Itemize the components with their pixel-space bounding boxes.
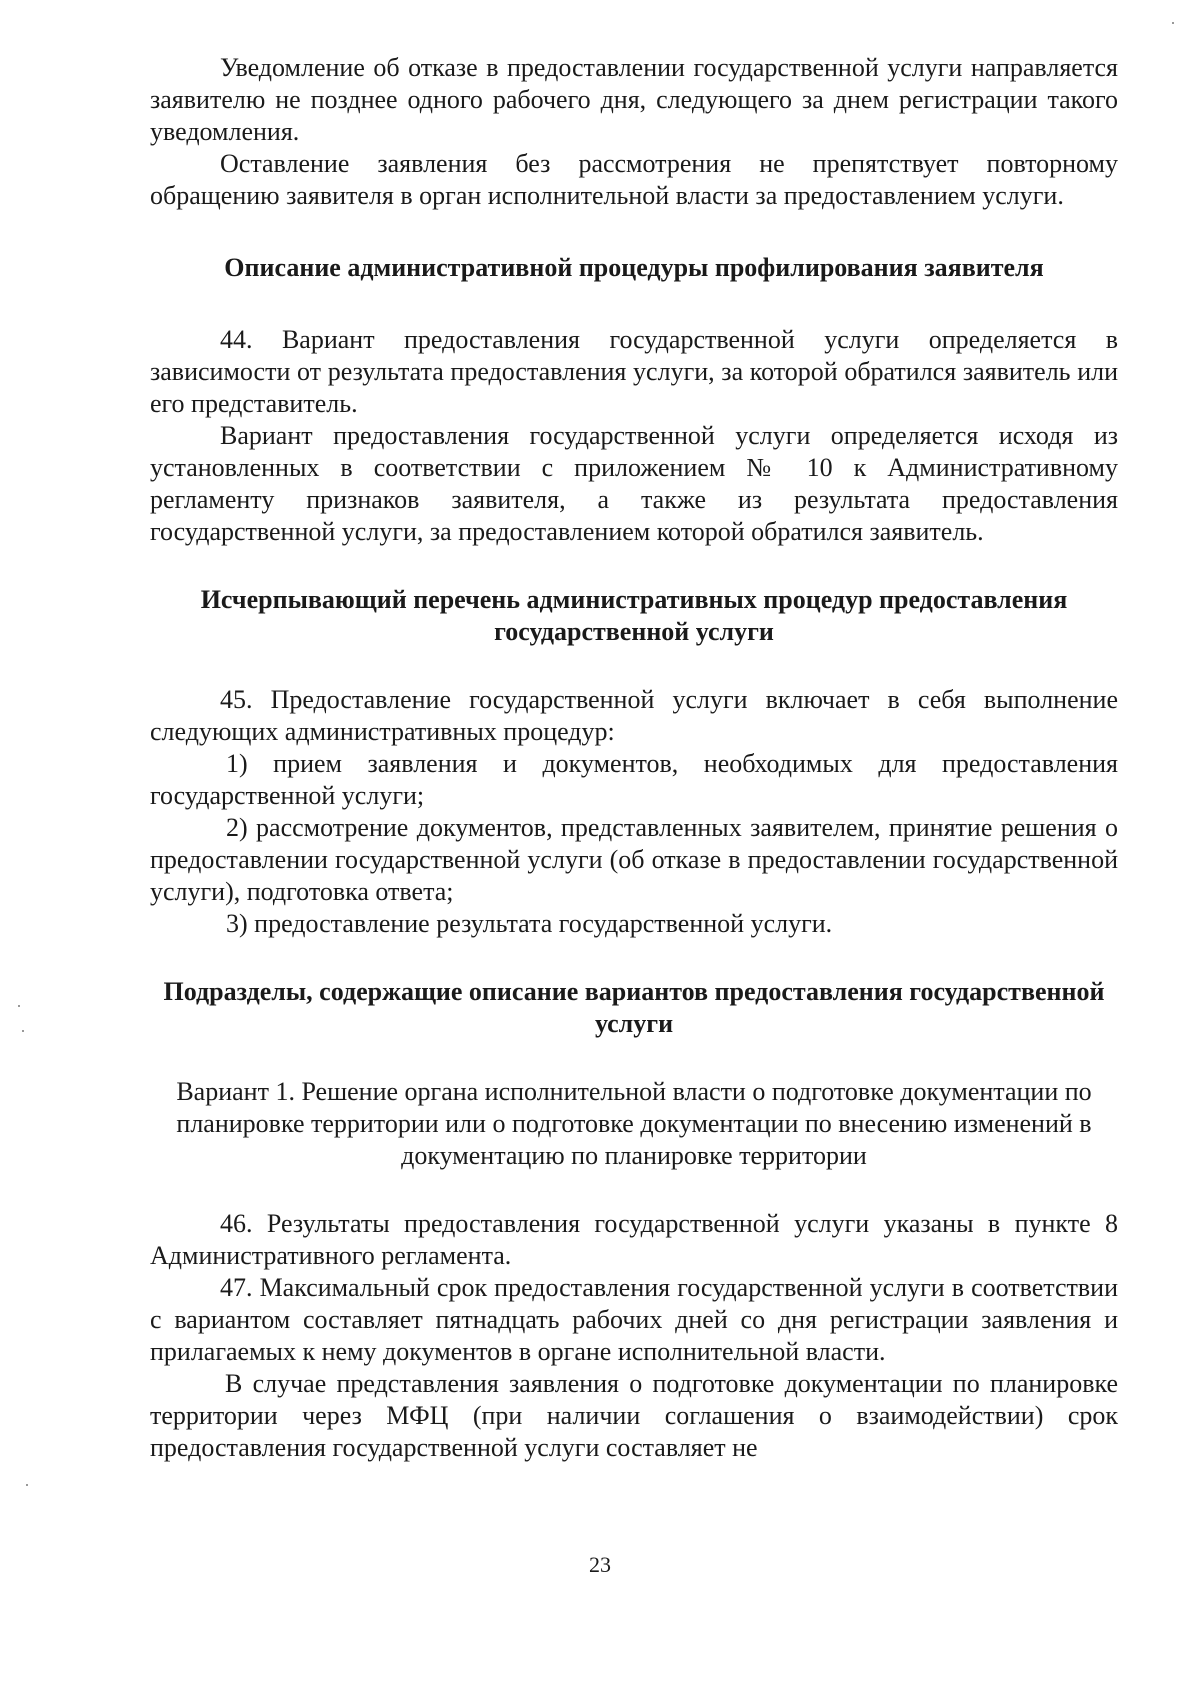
- heading-subsections: Подразделы, содержащие описание вариантов предоставления государственной услуги: [163, 977, 1105, 1038]
- heading-profiling: Описание административной процедуры профилирования заявителя: [224, 253, 1044, 282]
- paragraph-45: 45. Предоставление государственной услуги включает в себя выполнение следующих административных процедур:: [150, 685, 1118, 746]
- paragraph-47: 47. Максимальный срок предоставления государственной услуги в соответствии с вариантом составляет пятнадцать рабочих дней со дня регистрации заявления и прилагаемых к нему документов в органе исполнительной власти.: [150, 1273, 1118, 1366]
- scan-speck: [1172, 22, 1174, 24]
- page-number: 23: [589, 1552, 611, 1577]
- paragraph-refusal-notice: Уведомление об отказе в предоставлении государственной услуги направляется заявителю не позднее одного рабочего дня, следующего за днем регистрации такого уведомления.: [150, 53, 1118, 146]
- paragraph-46: 46. Результаты предоставления государственной услуги указаны в пункте 8 Административного регламента.: [150, 1209, 1118, 1270]
- list-item: 3) предоставление результата государственной услуги.: [226, 909, 833, 938]
- scan-speck: [26, 1484, 28, 1486]
- heading-procedures: Исчерпывающий перечень административных процедур предоставления государственной услуги: [200, 585, 1068, 646]
- paragraph-no-review: Оставление заявления без рассмотрения не препятствует повторному обращению заявителя в орган исполнительной власти за предоставлением услуги.: [150, 149, 1118, 210]
- list-item: 1) прием заявления и документов, необходимых для предоставления государственной услуги;: [150, 749, 1118, 810]
- scan-speck: [22, 1030, 24, 1032]
- list-item: 2) рассмотрение документов, представленных заявителем, принятие решения о предоставлении государственной услуги (об отказе в предоставлении государственной услуги), подготовка ответа;: [150, 813, 1118, 906]
- variant-title: Вариант 1. Решение органа исполнительной власти о подготовке документации по планировке территории или о подготовке документации по внесению изменений в документацию по планировке территории: [176, 1077, 1092, 1170]
- paragraph-44: 44. Вариант предоставления государственной услуги определяется в зависимости от результата предоставления услуги, за которой обратился заявитель или его представитель.: [150, 325, 1118, 418]
- scan-speck: [18, 1005, 20, 1007]
- paragraph-44-variant: Вариант предоставления государственной услуги определяется исходя из установленных в соответствии с приложением № 10 к Административному регламенту признаков заявителя, а также из результата предоставления государственной услуги, за предоставлением которой обратился заявитель.: [150, 421, 1118, 546]
- paragraph-mfc: В случае представления заявления о подготовке документации по планировке территории через МФЦ (при наличии соглашения о взаимодействии) срок предоставления государственной услуги составляет не: [150, 1369, 1118, 1462]
- page-content: [150, 52, 1118, 1464]
